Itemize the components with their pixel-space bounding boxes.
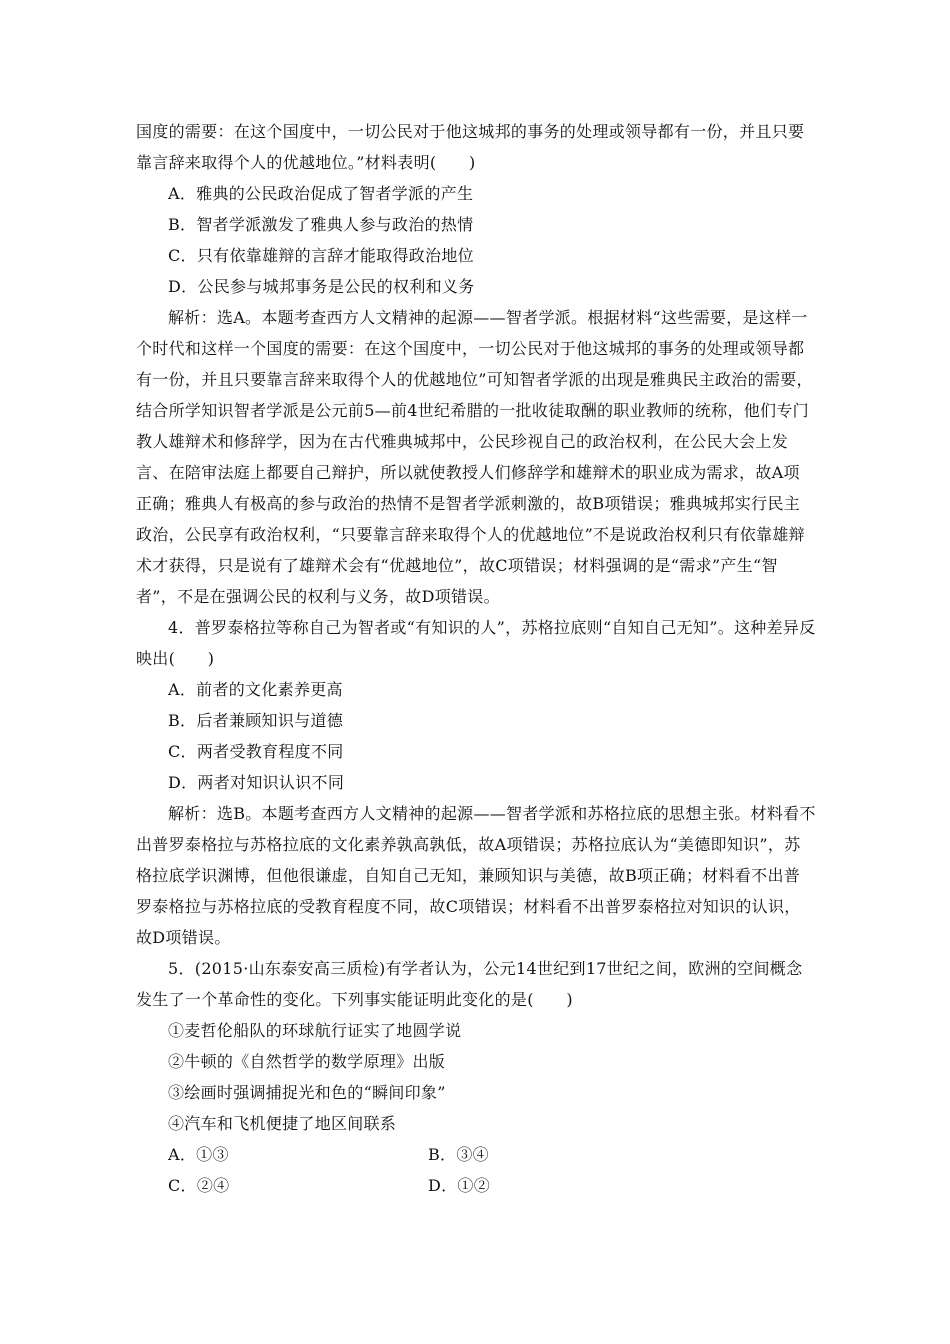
question-3-stem-continued: 国度的需要：在这个国度中，一切公民对于他这城邦的事务的处理或领导都有一份，并且只要靠言辞来取得个人的优越地位。”材料表明( ) bbox=[136, 122, 805, 172]
question-4-option-c: C．两者受教育程度不同 bbox=[168, 742, 344, 761]
question-5-item-1: ①麦哲伦船队的环球航行证实了地圆学说 bbox=[168, 1021, 462, 1040]
question-5-item-3: ③绘画时强调捕捉光和色的“瞬间印象” bbox=[168, 1083, 446, 1102]
question-4-option-b: B．后者兼顾知识与道德 bbox=[168, 711, 344, 730]
question-3-analysis: 解析：选A。本题考查西方人文精神的起源——智者学派。根据材料“这些需要，是这样一个时代和这样一个国度的需要：在这个国度中，一切公民对于他这城邦的事务的处理或领导都有一份，并且只要靠言辞来取得个人的优越地位”可知智者学派的出现是雅典民主政治的需要，结合所学知识智者学派是公元前5—前4世纪希腊的一批收徒取酬的职业教师的统称，他们专门教人雄辩术和修辞学，因为在古代雅典城邦中，公民珍视自己的政治权利，在公民大会上发言、在陪审法庭上都要自己辩护，所以就使教授人们修辞学和雄辩术的职业成为需求，故A项正确；雅典人有极高的参与政治的热情不是智者学派刺激的，故B项错误；雅典城邦实行民主政治，公民享有政治权利，“只要靠言辞来取得个人的优越地位”不是说政治权利只有依靠雄辩术才获得，只是说有了雄辩术会有“优越地位”，故C项错误；材料强调的是“需求”产生“智者”，不是在强调公民的权利与义务，故D项错误。 bbox=[136, 308, 813, 606]
question-5-item-2: ②牛顿的《自然哲学的数学原理》出版 bbox=[168, 1052, 446, 1071]
question-5-options-row-2 bbox=[136, 1170, 816, 1201]
question-3-option-b: B．智者学派激发了雅典人参与政治的热情 bbox=[168, 215, 474, 234]
question-4-analysis: 解析：选B。本题考查西方人文精神的起源——智者学派和苏格拉底的思想主张。材料看不出普罗泰格拉与苏格拉底的文化素养孰高孰低，故A项错误；苏格拉底认为“美德即知识”，苏格拉底学识渊博，但他很谦虚，自知自己无知，兼顾知识与美德，故B项正确；材料看不出普罗泰格拉与苏格拉底的受教育程度不同，故C项错误；材料看不出普罗泰格拉对知识的认识，故D项错误。 bbox=[136, 804, 816, 947]
question-5-option-c: C．②④ bbox=[168, 1176, 230, 1195]
question-5-options-row-1 bbox=[136, 1139, 816, 1170]
question-5-stem: 5．(2015·山东泰安高三质检)有学者认为，公元14世纪到17世纪之间，欧洲的空间概念发生了一个革命性的变化。下列事实能证明此变化的是( ) bbox=[136, 959, 803, 1009]
question-4-option-d: D．两者对知识认识不同 bbox=[168, 773, 345, 792]
question-5-option-a: A．①③ bbox=[168, 1145, 229, 1164]
question-4-option-a: A．前者的文化素养更高 bbox=[168, 680, 343, 699]
question-4-stem: 4．普罗泰格拉等称自己为智者或“有知识的人”，苏格拉底则“自知自己无知”。这种差异反映出( ) bbox=[136, 618, 816, 668]
question-5-option-d: D．①② bbox=[428, 1176, 491, 1195]
document-body bbox=[136, 116, 816, 1201]
question-3-option-a: A．雅典的公民政治促成了智者学派的产生 bbox=[168, 184, 474, 203]
question-3-option-d: D．公民参与城邦事务是公民的权利和义务 bbox=[168, 277, 475, 296]
question-3-option-c: C．只有依靠雄辩的言辞才能取得政治地位 bbox=[168, 246, 474, 265]
question-5-item-4: ④汽车和飞机便捷了地区间联系 bbox=[168, 1114, 397, 1133]
question-5-option-b: B．③④ bbox=[428, 1145, 489, 1164]
